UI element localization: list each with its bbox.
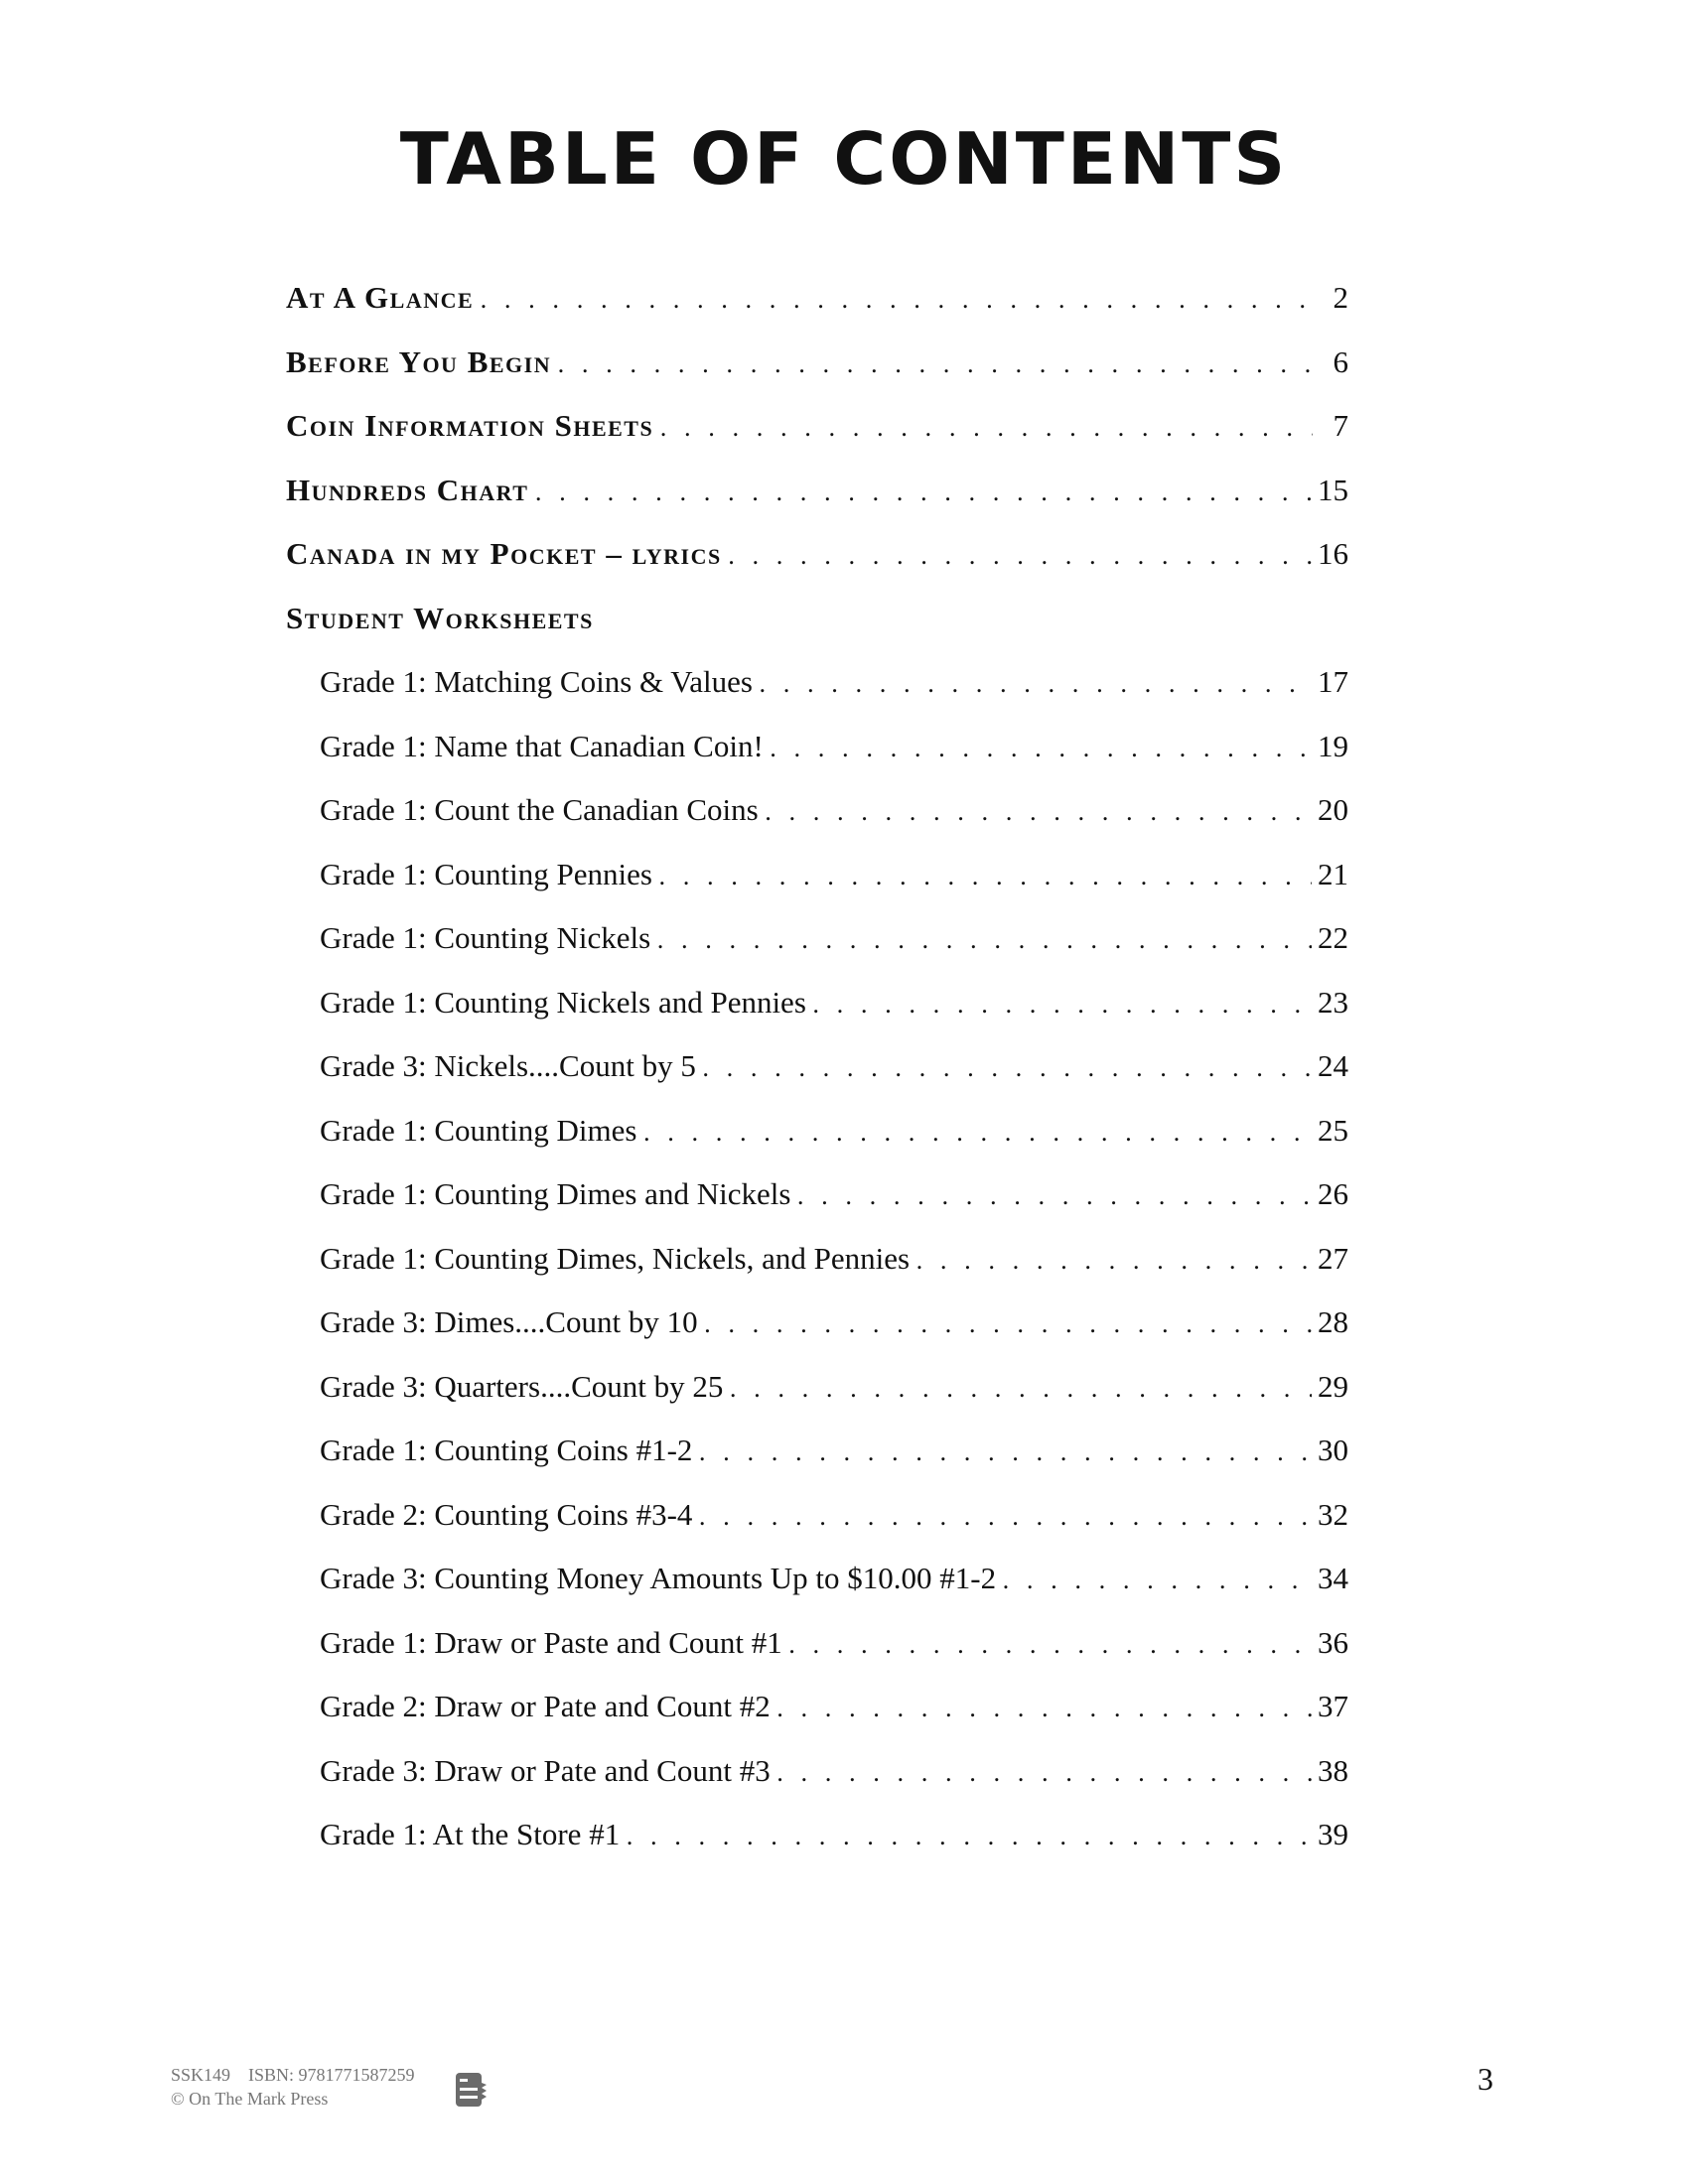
dot-leader <box>480 286 1313 314</box>
publisher-logo-icon <box>454 2071 488 2109</box>
toc-section[interactable] <box>286 536 1348 601</box>
toc-entry-title: Grade 1: Matching Coins & Values <box>320 664 753 699</box>
toc-entry-page: 7 <box>1333 408 1348 443</box>
dot-leader <box>776 1759 1312 1787</box>
dot-leader <box>796 1182 1312 1210</box>
toc-entry-page: 2 <box>1333 280 1348 315</box>
toc-entry-page: 36 <box>1318 1624 1348 1660</box>
toc-entry-page: 26 <box>1318 1176 1348 1211</box>
dot-leader <box>729 1375 1312 1403</box>
toc-entry-title: Grade 1: Counting Coins #1-2 <box>320 1433 693 1467</box>
toc-section[interactable] <box>286 280 1348 344</box>
toc-entry-page: 22 <box>1318 920 1348 955</box>
toc-entry-title: Grade 1: Counting Dimes <box>320 1112 637 1148</box>
toc-entry-title: Coin Information Sheets <box>286 408 654 443</box>
dot-leader <box>788 1631 1312 1659</box>
toc-entry-page: 23 <box>1318 984 1348 1020</box>
toc-entry[interactable] <box>286 1176 1348 1241</box>
toc-entry-title: Grade 1: Name that Canadian Coin! <box>320 728 764 763</box>
dot-leader <box>704 1310 1312 1338</box>
toc-section[interactable] <box>286 601 1348 665</box>
toc-entry-page: 19 <box>1318 728 1348 763</box>
toc-entry-page: 25 <box>1318 1112 1348 1148</box>
dot-leader <box>728 542 1312 570</box>
isbn: ISBN: 9781771587259 <box>248 2065 415 2085</box>
toc-entry[interactable] <box>286 920 1348 985</box>
table-of-contents <box>286 280 1348 1881</box>
toc-entry-title: Grade 3: Dimes....Count by 10 <box>320 1304 698 1339</box>
toc-section[interactable] <box>286 473 1348 537</box>
toc-entry-page: 37 <box>1318 1689 1348 1723</box>
toc-entry-title: Grade 3: Nickels....Count by 5 <box>320 1048 696 1083</box>
toc-entry-title: Grade 2: Draw or Pate and Count #2 <box>320 1689 771 1723</box>
toc-entry[interactable] <box>286 1048 1348 1113</box>
toc-entry-title: Student Worksheets <box>286 600 594 635</box>
toc-entry-title: Grade 1: Counting Pennies <box>320 856 652 891</box>
toc-section[interactable] <box>286 408 1348 473</box>
toc-entry-page: 17 <box>1318 664 1348 699</box>
toc-entry[interactable] <box>286 1433 1348 1497</box>
toc-entry-title: Grade 1: Draw or Paste and Count #1 <box>320 1624 782 1660</box>
toc-entry-title: Grade 1: Counting Nickels and Pennies <box>320 984 806 1020</box>
toc-entry[interactable] <box>286 1113 1348 1177</box>
toc-entry-title: Canada in my Pocket – lyrics <box>286 536 722 571</box>
toc-entry[interactable] <box>286 985 1348 1049</box>
toc-entry[interactable] <box>286 1625 1348 1690</box>
dot-leader <box>659 414 1313 442</box>
toc-entry-page: 15 <box>1318 472 1348 507</box>
toc-entry-page: 27 <box>1318 1240 1348 1276</box>
dot-leader <box>770 735 1312 762</box>
toc-entry-page: 28 <box>1318 1304 1348 1339</box>
dot-leader <box>765 798 1312 826</box>
toc-entry-title: Hundreds Chart <box>286 472 529 507</box>
toc-entry[interactable] <box>286 1753 1348 1818</box>
toc-entry-title: At A Glance <box>286 280 475 315</box>
toc-entry-page: 34 <box>1318 1561 1348 1595</box>
toc-entry-title: Before You Begin <box>286 343 552 379</box>
toc-entry-page: 39 <box>1318 1817 1348 1851</box>
footer-info <box>171 2063 415 2111</box>
toc-entry-page: 20 <box>1318 792 1348 827</box>
dot-leader <box>812 991 1312 1019</box>
toc-entry[interactable] <box>286 1689 1348 1753</box>
dot-leader <box>698 1503 1312 1531</box>
dot-leader <box>915 1247 1312 1275</box>
toc-entry[interactable] <box>286 1369 1348 1433</box>
toc-entry[interactable] <box>286 1817 1348 1881</box>
page-title: TABLE OF CONTENTS <box>399 117 1289 201</box>
toc-entry[interactable] <box>286 792 1348 857</box>
toc-entry[interactable] <box>286 729 1348 793</box>
toc-entry[interactable] <box>286 1241 1348 1305</box>
dot-leader <box>557 350 1313 378</box>
toc-entry-title: Grade 3: Draw or Pate and Count #3 <box>320 1752 771 1788</box>
toc-entry-page: 32 <box>1318 1496 1348 1532</box>
page-number: 3 <box>1477 2061 1493 2097</box>
toc-entry[interactable] <box>286 1304 1348 1369</box>
toc-entry-page: 30 <box>1318 1433 1348 1467</box>
dot-leader <box>698 1438 1312 1466</box>
toc-entry-page: 6 <box>1333 343 1348 379</box>
toc-entry-title: Grade 1: Counting Nickels <box>320 920 651 955</box>
toc-entry-page: 29 <box>1318 1368 1348 1404</box>
toc-entry[interactable] <box>286 1497 1348 1562</box>
toc-entry-title: Grade 1: Counting Dimes and Nickels <box>320 1176 791 1211</box>
toc-entry-title: Grade 1: Counting Dimes, Nickels, and Pennies <box>320 1240 911 1276</box>
toc-section[interactable] <box>286 344 1348 409</box>
toc-entry-title: Grade 3: Counting Money Amounts Up to $10.00 #1-2 <box>320 1561 997 1595</box>
dot-leader <box>642 1119 1312 1147</box>
dot-leader <box>1002 1567 1312 1594</box>
toc-entry-page: 21 <box>1318 856 1348 891</box>
toc-entry-title: Grade 1: At the Store #1 <box>320 1817 621 1851</box>
copyright: © On The Mark Press <box>171 2089 329 2109</box>
dot-leader <box>534 478 1312 506</box>
toc-entry[interactable] <box>286 857 1348 921</box>
toc-entry[interactable] <box>286 664 1348 729</box>
dot-leader <box>626 1823 1312 1850</box>
dot-leader <box>658 863 1312 890</box>
toc-entry-page: 24 <box>1318 1048 1348 1083</box>
dot-leader <box>656 926 1312 954</box>
dot-leader <box>759 670 1312 698</box>
toc-entry-page: 16 <box>1318 536 1348 571</box>
dot-leader <box>702 1054 1312 1082</box>
toc-entry-page: 38 <box>1318 1752 1348 1788</box>
toc-entry-title: Grade 2: Counting Coins #3-4 <box>320 1496 693 1532</box>
dot-leader <box>776 1695 1312 1722</box>
product-code: SSK149 <box>171 2065 231 2085</box>
toc-entry-title: Grade 3: Quarters....Count by 25 <box>320 1368 724 1404</box>
toc-entry-title: Grade 1: Count the Canadian Coins <box>320 792 759 827</box>
toc-entry[interactable] <box>286 1561 1348 1625</box>
